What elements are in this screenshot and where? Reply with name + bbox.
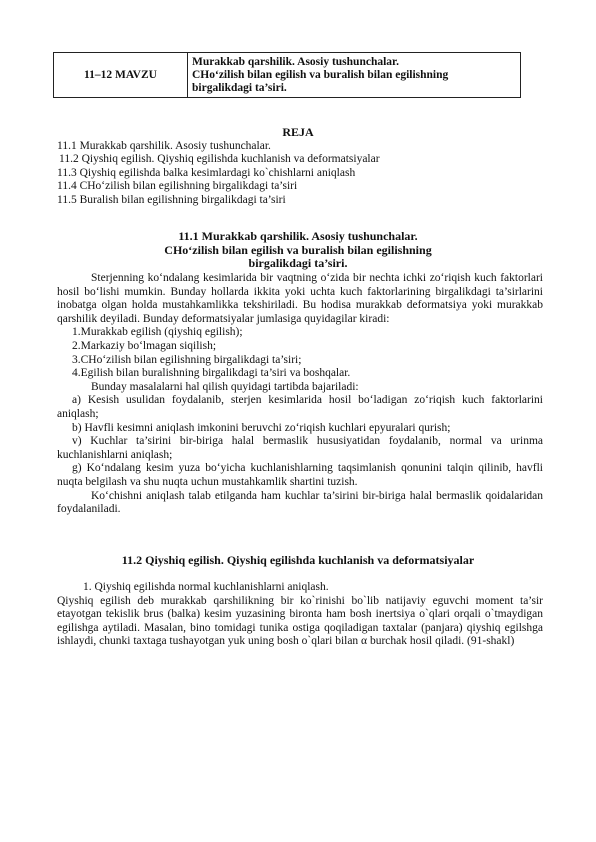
plan-item: 11.2 Qiyshiq egilish. Qiyshiq egilishda kuchlanish va deformatsiyalar [59, 153, 380, 166]
plan-item: 11.5 Buralish bilan egilishning birgalikdagi ta’siri [57, 193, 286, 206]
section-1-title [53, 230, 543, 271]
deformation-list-item: 3.CHo‘zilish bilan egilishning birgalikdagi ta’siri; [72, 353, 302, 366]
plan-item: 11.1 Murakkab qarshilik. Asosiy tushunchalar. [57, 140, 271, 152]
topic-title-line: Murakkab qarshilik. Asosiy tushunchalar. [192, 55, 399, 68]
section-2-paragraph: Qiyshiq egilish deb murakkab qarshilikning bir ko`rinishi bo`lib natijaviy eguvchi moment ta’sir etayotgan tekislik brus (balka) kesim yuzasining bironta ham bosh inertsiya o`qlari orqali o`tmaydigan egilishga aytiladi. Masalan, bino tomidagi tunika ostiga qoqiladigan taxtalar (panjara) qiyshiq egilshga ishlaydi, chunki taxtaga tushayotgan yuk uning bosh o`qlari bilan α burchak hosil qiladi. (91-shakl) [57, 594, 543, 648]
intro-paragraph: Sterjenning ko‘ndalang kesimlarida bir vaqtning o‘zida bir nechta ichki zo‘riqish kuch faktorlari hosil bo‘lishi mumkin. Bunday hollarda ikkita yoki uchta kuch faktorlarining birgalikdagi ta’sirlarini inobatga olgan holda mustahkamlikka tekshiriladi. Bu hodisa murakkab deformatsiya yoki murakkab qarshilik deyiladi. Bunday deformatsiyalar jumlasiga quyidagilar kiradi: [57, 272, 543, 325]
topic-title-line: birgalikdagi ta’siri. [192, 81, 287, 94]
closing-paragraph: Ko‘chishni aniqlash talab etilganda ham kuchlar ta’sirini bir-biriga halal bermaslik qoidalaridan foydalaniladi. [57, 489, 543, 516]
deformation-list-item: 1.Murakkab egilish (qiyshiq egilish); [72, 326, 243, 339]
subsection-item: 1. Qiyshiq egilishda normal kuchlanishlarni aniqlash. [83, 581, 329, 593]
topic-title [188, 53, 521, 98]
step-item: b) Havfli kesimni aniqlash imkonini beruvchi zo‘riqish kuchlari epyuralari qurish; [72, 421, 451, 434]
step-item: v) Kuchlar ta’sirini bir-biriga halal bermaslik hususiyatidan foydalanib, normal va urinma kuchlanishlarni aniqlash; [57, 435, 543, 461]
section-1-title-line: CHo‘zilish bilan egilish va buralish bilan egilishning [164, 242, 432, 257]
topic-header-table [53, 52, 521, 98]
step-item: a) Kesish usulidan foydalanib, sterjen kesimlarida hosil bo‘ladigan zo‘riqish kuch faktorlarini aniqlash; [57, 394, 543, 420]
steps-intro: Bunday masalalarni hal qilish quyidagi tartibda bajariladi: [91, 380, 359, 393]
step-item: g) Ko‘ndalang kesim yuza bo‘yicha kuchlanishlarning taqsimlanish qonunini talqin qilinib, havfli nuqta belgilash va shu nuqta uchun mustahkamlik shartini tuzish. [57, 462, 543, 488]
section-2-title: 11.2 Qiyshiq egilish. Qiyshiq egilishda kuchlanish va deformatsiyalar [121, 553, 475, 567]
topic-title-line: CHo‘zilish bilan egilish va buralish bilan egilishning [192, 68, 449, 81]
plan-title: REJA [282, 125, 314, 139]
section-2-body [57, 581, 543, 649]
section-1-title-line: birgalikdagi ta’siri. [248, 256, 348, 271]
plan-list [57, 140, 380, 207]
plan-item: 11.3 Qiyshiq egilishda balka kesimlardagi ko`chishlarni aniqlash [57, 166, 356, 179]
deformation-list-item: 4.Egilish bilan buralishning birgalikdagi ta’siri va boshqalar. [72, 367, 351, 380]
deformation-list-item: 2.Markaziy bo‘lmagan siqilish; [72, 339, 217, 352]
topic-number: 11–12 MAVZU [54, 53, 188, 98]
section-1-title-line: 11.1 Murakkab qarshilik. Asosiy tushunchalar. [178, 229, 418, 243]
section-1-body [57, 272, 543, 517]
plan-item: 11.4 CHo‘zilish bilan egilishning birgalikdagi ta’siri [57, 180, 298, 193]
